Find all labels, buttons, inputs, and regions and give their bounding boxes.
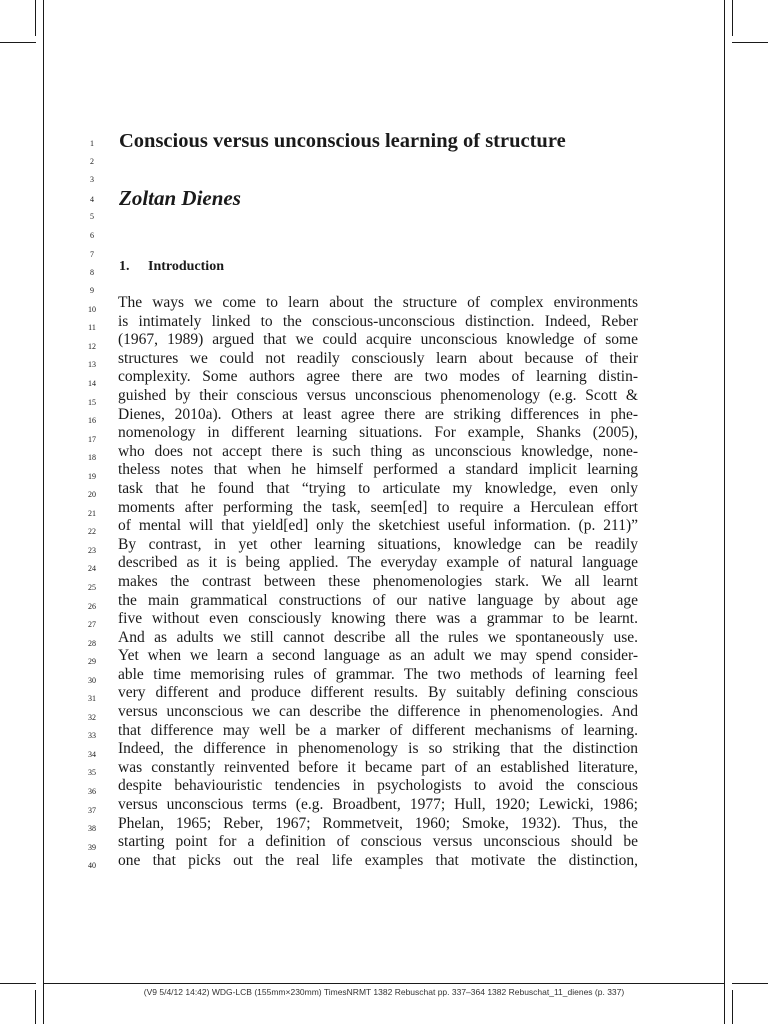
line-number: 13 xyxy=(88,360,96,369)
line-number: 36 xyxy=(88,787,96,796)
line-number: 30 xyxy=(88,676,96,685)
body-line: the main grammatical constructions of our native language by about age xyxy=(118,591,638,609)
printer-slug-footer: (V9 5/4/12 14:42) WDG-LCB (155mm×230mm) TimesNRMT 1382 Rebuschat pp. 337–364 1382 Rebuschat_11_dienes (p. 337) xyxy=(143,987,625,997)
body-line: nomenology in different learning situations. For example, Shanks (2005), xyxy=(118,424,638,442)
body-line: was constantly reinvented before it became part of an established literature, xyxy=(118,758,638,776)
line-number: 27 xyxy=(88,620,96,629)
section-title: Introduction xyxy=(148,259,224,274)
body-text xyxy=(118,294,638,870)
line-number: 23 xyxy=(88,546,96,555)
crop-mark-top-right xyxy=(732,42,768,43)
line-number: 1 xyxy=(90,139,94,148)
body-line: Indeed, the difference in phenomenology is so striking that the distinction xyxy=(118,740,638,758)
body-line: described as it is being applied. The everyday example of natural language xyxy=(118,554,638,572)
line-number: 24 xyxy=(88,564,96,573)
line-number: 5 xyxy=(90,212,94,221)
crop-mark-top-right-vertical xyxy=(732,0,733,36)
line-number: 17 xyxy=(88,435,96,444)
body-line: theless notes that when he himself performed a standard implicit learning xyxy=(118,461,638,479)
body-line: very different and produce different results. By suitably defining conscious xyxy=(118,684,638,702)
body-line: Dienes, 2010a). Others at least agree there are striking differences in phe- xyxy=(118,405,638,423)
body-line: that difference may well be a marker of different mechanisms of learning. xyxy=(118,721,638,739)
line-number: 35 xyxy=(88,768,96,777)
body-line: who does not accept there is such thing as unconscious knowledge, none- xyxy=(118,442,638,460)
body-line: makes the contrast between these phenomenologies stark. We all learnt xyxy=(118,572,638,590)
line-number: 34 xyxy=(88,750,96,759)
line-number: 8 xyxy=(90,268,94,277)
body-line: of mental will that yield[ed] only the sketchiest useful information. (p. 211)” xyxy=(118,517,638,535)
line-number: 26 xyxy=(88,602,96,611)
author-name: Zoltan Dienes xyxy=(119,186,241,210)
body-line: versus unconscious we can describe the difference in phenomenologies. And xyxy=(118,703,638,721)
body-line: guished by their conscious versus unconscious phenomenology (e.g. Scott & xyxy=(118,386,638,404)
line-number: 37 xyxy=(88,806,96,815)
body-line: one that picks out the real life examples that motivate the distinction, xyxy=(118,851,638,869)
line-number: 12 xyxy=(88,342,96,351)
line-number: 25 xyxy=(88,583,96,592)
body-line: (1967, 1989) argued that we could acquire unconscious knowledge of some xyxy=(118,331,638,349)
line-number: 20 xyxy=(88,490,96,499)
body-line: Phelan, 1965; Reber, 1967; Rommetveit, 1960; Smoke, 1932). Thus, the xyxy=(118,814,638,832)
line-number: 22 xyxy=(88,527,96,536)
line-number: 31 xyxy=(88,694,96,703)
line-number: 10 xyxy=(88,305,96,314)
line-number: 29 xyxy=(88,657,96,666)
line-number: 21 xyxy=(88,509,96,518)
crop-mark-top-left xyxy=(0,42,36,43)
section-number: 1. xyxy=(119,259,130,274)
line-number: 9 xyxy=(90,286,94,295)
line-number: 4 xyxy=(90,195,94,204)
line-number: 28 xyxy=(88,639,96,648)
body-line: despite behaviouristic tendencies in psychologists to avoid the conscious xyxy=(118,777,638,795)
frame-bottom-rule xyxy=(43,983,725,984)
line-number: 40 xyxy=(88,861,96,870)
chapter-title: Conscious versus unconscious learning of structure xyxy=(119,130,566,152)
line-number: 3 xyxy=(90,175,94,184)
frame-right-rule xyxy=(724,0,725,1024)
body-line: five without even consciously knowing there was a grammar to be learnt. xyxy=(118,610,638,628)
line-number: 14 xyxy=(88,379,96,388)
body-line: And as adults we still cannot describe all the rules we spontaneously use. xyxy=(118,628,638,646)
body-line: complexity. Some authors agree there are two modes of learning distin- xyxy=(118,368,638,386)
body-line: task that he found that “trying to articulate my knowledge, even only xyxy=(118,479,638,497)
frame-left-rule xyxy=(43,0,44,1024)
body-line: versus unconscious terms (e.g. Broadbent, 1977; Hull, 1920; Lewicki, 1986; xyxy=(118,796,638,814)
body-line: Yet when we learn a second language as an adult we may spend consider- xyxy=(118,647,638,665)
line-number: 7 xyxy=(90,250,94,259)
line-number: 38 xyxy=(88,824,96,833)
body-line: The ways we come to learn about the structure of complex environments xyxy=(118,294,638,311)
line-number: 6 xyxy=(90,231,94,240)
crop-mark-bottom-right xyxy=(732,983,768,984)
line-number: 15 xyxy=(88,398,96,407)
line-number: 33 xyxy=(88,731,96,740)
body-line: structures we could not readily consciously learn about because of their xyxy=(118,349,638,367)
body-line: By contrast, in yet other learning situations, knowledge can be readily xyxy=(118,535,638,553)
line-number: 39 xyxy=(88,843,96,852)
body-line: is intimately linked to the conscious-unconscious distinction. Indeed, Reber xyxy=(118,312,638,330)
crop-mark-bottom-left xyxy=(0,983,36,984)
body-line: starting point for a definition of conscious versus unconscious should be xyxy=(118,833,638,851)
line-number: 32 xyxy=(88,713,96,722)
line-number: 2 xyxy=(90,157,94,166)
crop-mark-top-left-vertical xyxy=(35,0,36,36)
line-number: 11 xyxy=(88,323,96,332)
body-line: able time memorising rules of grammar. The two methods of learning feel xyxy=(118,665,638,683)
body-line: moments after performing the task, seem[ed] to require a Herculean effort xyxy=(118,498,638,516)
line-number: 18 xyxy=(88,453,96,462)
line-number: 19 xyxy=(88,472,96,481)
line-number: 16 xyxy=(88,416,96,425)
section-heading xyxy=(119,259,224,275)
